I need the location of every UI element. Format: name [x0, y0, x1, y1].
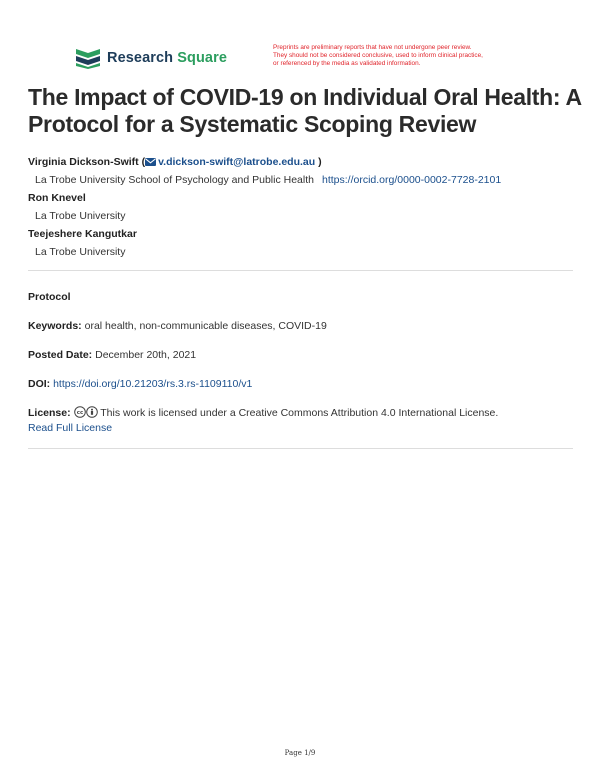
- svg-text:cc: cc: [76, 410, 83, 417]
- author-affiliation: La Trobe University School of Psychology and Public Health https://orcid.org/0000-0002-7728-2101: [35, 174, 502, 186]
- posted-date: Posted Date: December 20th, 2021: [28, 349, 197, 361]
- author-email-link[interactable]: v.dickson-swift@latrobe.edu.au: [158, 156, 316, 168]
- author-affiliation: La Trobe University: [35, 246, 126, 258]
- author-list: [28, 153, 588, 261]
- divider: [28, 270, 573, 271]
- author-affiliation: La Trobe University: [35, 210, 126, 222]
- cc-icon: [74, 406, 86, 418]
- author-1: Virginia Dickson-Swift ( v.dickson-swift@latrobe.edu.au ): [28, 156, 322, 168]
- doi-link[interactable]: https://doi.org/10.21203/rs.3.rs-1109110/v1: [53, 378, 253, 390]
- author-2: Ron Knevel: [28, 192, 86, 204]
- logo-text: Research Square: [107, 50, 227, 66]
- divider: [28, 448, 573, 449]
- author-name: Virginia Dickson-Swift: [28, 156, 139, 168]
- research-square-logo-icon: [75, 47, 101, 69]
- page-title: The Impact of COVID-19 on Individual Oral Health: A Protocol for a Systematic Scoping Review: [28, 84, 581, 137]
- doi: DOI: https://doi.org/10.21203/rs.3.rs-1109110/v1: [28, 378, 253, 390]
- keywords: Keywords: oral health, non-communicable diseases, COVID-19: [28, 320, 327, 332]
- license: License: cc This work is licensed under a Creative Commons Attribution 4.0 International License. Read Full License: [28, 407, 499, 434]
- orcid-link[interactable]: https://orcid.org/0000-0002-7728-2101: [321, 174, 502, 186]
- author-3: Teejeshere Kangutkar: [28, 228, 137, 240]
- read-full-license-link[interactable]: Read Full License: [28, 422, 113, 434]
- page-number: Page 1/9: [284, 749, 316, 757]
- preprint-disclaimer: Preprints are preliminary reports that have not undergone peer review. They should not be considered conclusive, used to inform clinical practice, or referenced by the media as validated information.: [273, 44, 483, 67]
- article-type: Protocol: [28, 291, 71, 303]
- by-icon: [86, 406, 98, 418]
- research-square-logo[interactable]: [75, 47, 227, 69]
- mail-icon: [145, 158, 156, 166]
